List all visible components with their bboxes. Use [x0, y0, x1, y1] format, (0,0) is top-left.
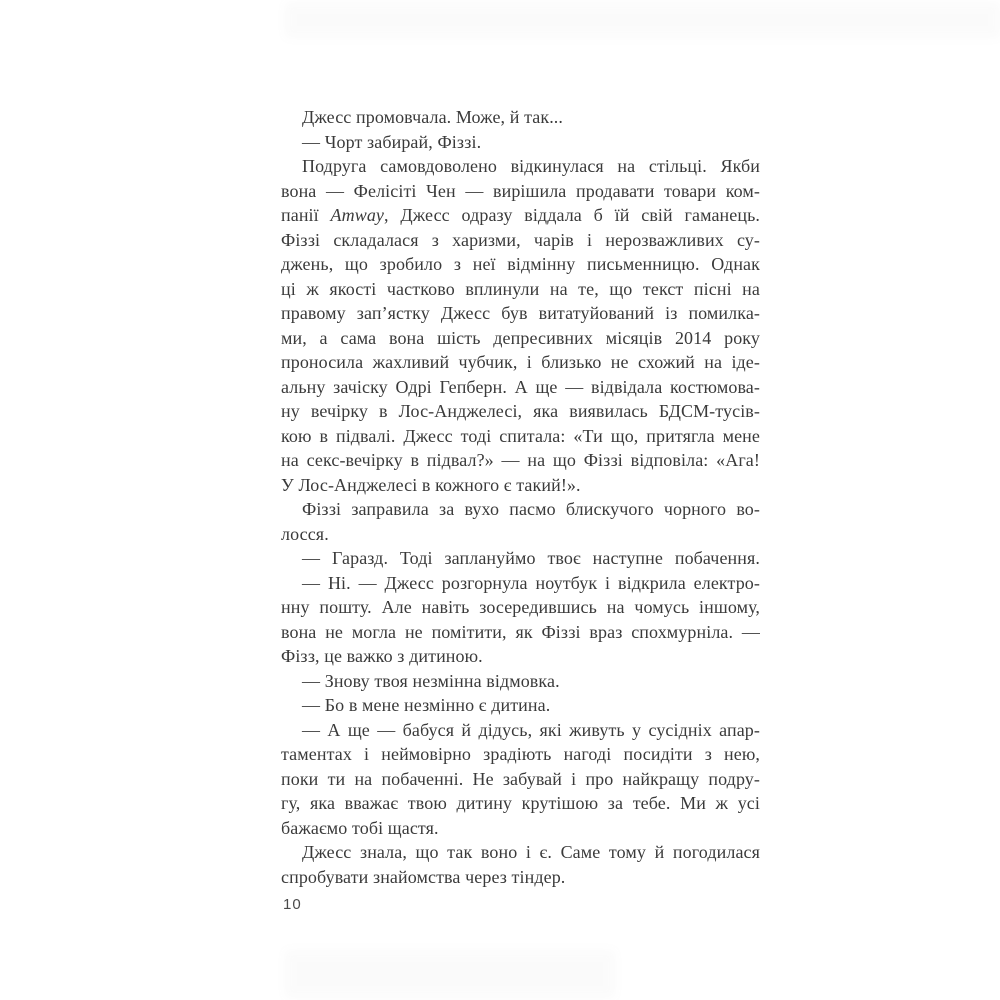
text-line	[281, 424, 760, 449]
text-segment: У Лос-Анджелесі в кожного є такий!».	[281, 474, 581, 495]
text-line	[281, 718, 760, 743]
text-line	[281, 546, 760, 571]
text-segment: — А ще — бабуся й дідусь, які живуть у сусідніх апар-	[302, 719, 760, 740]
text-segment: спробувати знайомства через тіндер.	[281, 866, 566, 887]
text-line	[281, 473, 760, 498]
text-segment: нну пошту. Але навіть зосередившись на чомусь іншому,	[281, 597, 760, 617]
text-line	[281, 571, 760, 596]
text-segment: Фізз, це важко з дитиною.	[281, 646, 483, 666]
text-segment: Подруга самовдоволено відкинулася на стільці. Якби	[302, 156, 760, 176]
text-segment: — Гаразд. Тоді заплануймо твоє наступне побачення.	[302, 548, 760, 568]
text-line	[281, 742, 760, 767]
text-line	[281, 252, 760, 277]
text-line	[281, 203, 760, 228]
text-segment: правому зап’ястку Джесс був витатуйований із помилка-	[281, 303, 760, 323]
text-line	[281, 277, 760, 302]
text-line	[281, 791, 760, 816]
text-segment: Джесс промовчала. Може, й так...	[302, 107, 564, 127]
text-line	[281, 767, 760, 792]
text-line	[281, 179, 760, 204]
text-line	[281, 448, 760, 473]
text-segment: ну вечірку в Лос-Анджелесі, яка виявилась БДСМ-тусів-	[281, 401, 760, 421]
text-line	[281, 301, 760, 326]
text-line	[281, 595, 760, 620]
page-showthrough-bottom	[285, 950, 615, 998]
text-segment: — Знову твоя незмінна відмовка.	[302, 670, 560, 691]
text-line	[281, 130, 760, 155]
text-line	[281, 497, 760, 522]
text-line	[281, 865, 760, 890]
text-line	[281, 669, 760, 694]
text-segment: Фіззі складалася з харизми, чарів і нерозважливих су-	[281, 229, 760, 250]
text-segment: ці ж якості частково вплинули на те, що текст пісні на	[281, 278, 760, 299]
text-line	[281, 693, 760, 718]
italic-brand-name: Amway	[330, 205, 385, 225]
text-segment: панії	[281, 205, 331, 225]
text-segment: лосся.	[281, 523, 329, 544]
text-line	[281, 522, 760, 547]
text-segment: — Бо в мене незмінно є дитина.	[302, 695, 551, 715]
text-line	[281, 228, 760, 253]
text-line	[281, 375, 760, 400]
text-segment: вона — Фелісіті Чен — вирішила продавати товари ком-	[281, 180, 760, 201]
text-segment: поки ти на побаченні. Не забувай і про найкращу подру-	[281, 768, 760, 789]
text-line	[281, 326, 760, 351]
text-segment: гу, яка вважає твою дитину крутішою за тебе. Ми ж усі	[281, 793, 760, 813]
text-segment: кою в підвалі. Джесс тоді спитала: «Ти що, притягла мене	[281, 425, 760, 446]
text-line	[281, 105, 760, 130]
text-segment: Джесс знала, що так воно і є. Саме тому й погодилася	[302, 842, 760, 862]
text-segment: проносила жахливий чубчик, і близько не схожий на іде-	[281, 352, 760, 372]
text-segment: ми, а сама вона шість депресивних місяців 2014 року	[281, 327, 760, 348]
text-segment: таментах і неймовірно зрадіють нагоді посидіти з нею,	[281, 744, 760, 764]
text-line	[281, 816, 760, 841]
text-segment: альну зачіску Одрі Гепберн. А ще — відвідала костюмова-	[281, 376, 760, 397]
text-line	[281, 620, 760, 645]
text-segment: — Чорт забирай, Фіззі.	[302, 131, 482, 152]
page-showthrough-top	[285, 2, 1000, 38]
body-text	[281, 105, 760, 889]
text-segment: джень, що зробило з неї відмінну письменницю. Однак	[281, 254, 760, 274]
text-line	[281, 840, 760, 865]
text-line	[281, 399, 760, 424]
text-line	[281, 644, 760, 669]
text-segment: — Ні. — Джесс розгорнула ноутбук і відкрила електро-	[302, 572, 760, 593]
text-segment: вона не могла не помітити, як Фіззі враз спохмурніла. —	[281, 621, 760, 642]
text-segment: на секс-вечірку в підвал?» — на що Фіззі відповіла: «Ага!	[281, 450, 760, 470]
text-segment: , Джесс одразу віддала б їй свій гаманець.	[384, 205, 760, 225]
page-number: 10	[283, 896, 302, 913]
text-line	[281, 350, 760, 375]
text-line	[281, 154, 760, 179]
text-segment: бажаємо тобі щастя.	[281, 817, 439, 838]
text-segment: Фіззі заправила за вухо пасмо блискучого чорного во-	[302, 499, 760, 519]
